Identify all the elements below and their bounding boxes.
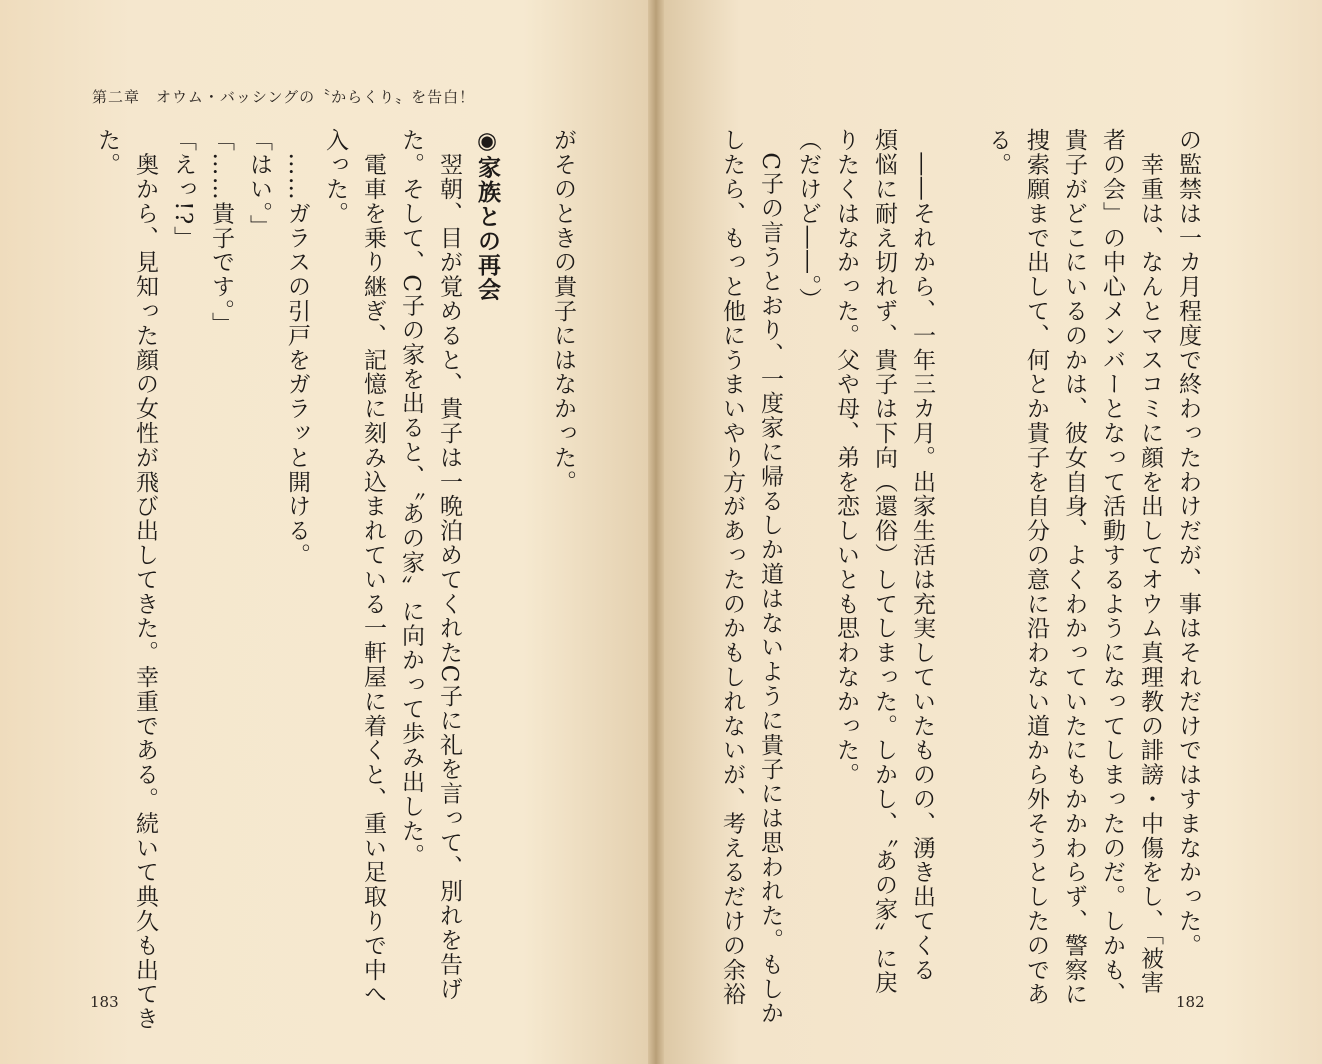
left-col-4: 翌朝、目が覚めると、貴子は一晩泊めてくれたC子に礼を言って、別れを告げ (436, 128, 462, 1001)
left-col-9: 「はい。」 (246, 128, 272, 239)
right-page-number: 182 (1176, 993, 1205, 1011)
left-col-5: た。そして、C子の家を出ると、〝あの家〟に向かって歩み出した。 (398, 128, 424, 868)
right-col-1: の監禁は一カ月程度で終わったわけだが、事はそれだけではすまなかった。 (1175, 128, 1201, 958)
left-col-8: ……ガラスの引戸をガラッと開ける。 (284, 128, 310, 568)
right-col-2: 幸重は、なんとマスコミに顔を出してオウム真理教の誹謗・中傷をし、「被害 (1137, 128, 1163, 995)
left-col-12: 奥から、見知った顔の女性が飛び出してきた。幸重である。続いて典久も出てき (132, 128, 158, 1031)
right-col-13: したら、もっと他にうまいやり方があったのかもしれないが、考えるだけの余裕 (719, 128, 745, 1007)
right-col-5: 捜索願まで出して、何とか貴子を自分の意に沿わない道から外そうとしたのであ (1023, 128, 1049, 1007)
section-heading: ◉家族との再会 (474, 128, 500, 302)
right-col-10: りたくはなかった。父や母、弟を恋しいとも思わなかった。 (833, 128, 859, 787)
right-col-8: ――それから、一年三カ月。出家生活は充実していたものの、湧き出てくる (909, 128, 935, 982)
right-col-4: 貴子がどこにいるのかは、彼女自身、よくわかっていたにもかかわらず、警察に (1061, 128, 1087, 1007)
right-col-12: C子の言うとおり、一度家に帰るしか道はないように貴子には思われた。もしか (757, 128, 783, 1026)
book-gutter (648, 0, 664, 1064)
left-page-number: 183 (90, 993, 119, 1011)
left-col-7: 入った。 (322, 128, 348, 226)
right-col-6: る。 (985, 128, 1011, 177)
right-col-3: 者の会」の中心メンバーとなって活動するようになってしまったのだ。しかも、 (1099, 128, 1125, 1007)
left-col-10: 「……貴子です。」 (208, 128, 234, 337)
left-col-6: 電車を乗り継ぎ、記憶に刻み込まれている一軒屋に着くと、重い足取りで中へ (360, 128, 386, 1007)
right-col-9: 煩悩に耐え切れず、貴子は下向（還俗）してしまった。しかし、〝あの家〟に戻 (871, 128, 897, 995)
left-col-1: がそのときの貴子にはなかった。 (550, 128, 576, 494)
running-head: 第二章 オウム・バッシングの〝からくり〟を告白！ (92, 88, 476, 106)
left-col-13: た。 (94, 128, 120, 177)
left-col-11: 「えっ!?」 (170, 128, 196, 250)
right-col-11: （だけど――。） (795, 128, 821, 312)
